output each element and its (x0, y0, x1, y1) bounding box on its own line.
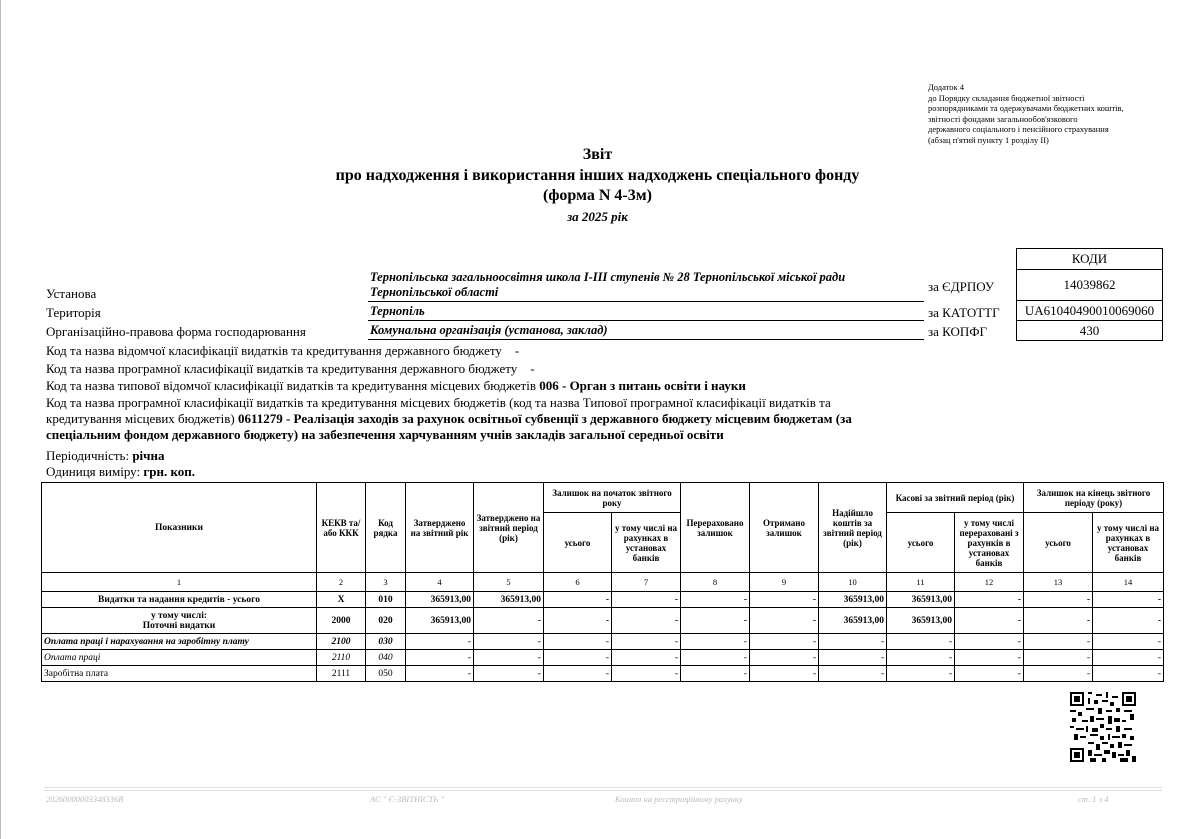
classification-value: 0611279 - Реалізація заходів за рахунок освітньої субвенції з державного бюджету місцевим бюджетам (за спеціальним фондом державного бюджету) на забезпечення харчуванням учнів закладів загальної середньої освіти (46, 411, 852, 442)
column-number: 11 (887, 573, 955, 592)
classification-label: Код та назва програмної класифікації видатків та кредитування державного бюджету (46, 361, 518, 376)
classification-value: - (514, 343, 520, 358)
classification-value: 006 - Орган з питань освіти і науки (539, 378, 746, 393)
row-value: - (474, 650, 544, 666)
row-value: 365913,00 (474, 592, 544, 608)
column-number: 8 (681, 573, 750, 592)
institution-underline (368, 301, 924, 302)
row-value: - (474, 608, 544, 634)
column-number: 7 (612, 573, 681, 592)
row-value: - (819, 666, 887, 682)
row-value: - (887, 650, 955, 666)
row-value: - (612, 634, 681, 650)
row-value: - (544, 666, 612, 682)
row-value: 365913,00 (887, 608, 955, 634)
row-kekv: X (317, 592, 366, 608)
column-number: 10 (819, 573, 887, 592)
row-value: 365913,00 (406, 608, 474, 634)
appendix-line: розпорядниками та одержувачами бюджетних коштів, (928, 103, 1124, 113)
row-value: - (474, 666, 544, 682)
row-value: - (612, 608, 681, 634)
column-number: 2 (317, 573, 366, 592)
row-value: - (955, 592, 1024, 608)
row-value: - (1093, 650, 1164, 666)
row-value: - (681, 666, 750, 682)
footer-page: ст. 1 з 4 (1078, 794, 1109, 804)
row-name: Оплата праці (42, 650, 317, 666)
institution-label: Установа (46, 286, 97, 301)
row-value: - (1024, 608, 1093, 634)
column-numbers-row (42, 573, 1164, 592)
row-kekv: 2111 (317, 666, 366, 682)
row-value: - (1024, 592, 1093, 608)
row-value: - (750, 650, 819, 666)
unit-label: Одиниця виміру: (46, 464, 141, 479)
row-value: - (406, 650, 474, 666)
report-title: Звіт (582, 146, 613, 163)
row-value: 365913,00 (819, 592, 887, 608)
header-cash-transferred: у тому числі перераховані з рахунків в установах банків (955, 513, 1024, 573)
codes-table (1016, 248, 1163, 341)
row-code: 050 (366, 666, 406, 682)
column-number: 9 (750, 573, 819, 592)
katottg-code: UA61040490010069060 (1017, 301, 1163, 321)
classification-line-1 (46, 343, 519, 359)
unit (46, 464, 195, 480)
appendix-line: (абзац п'ятий пункту 1 розділу II) (928, 134, 1049, 145)
header-row-code: Код рядка (366, 483, 406, 573)
row-value: - (681, 650, 750, 666)
row-code: 040 (366, 650, 406, 666)
row-code: 030 (366, 634, 406, 650)
row-value: - (887, 634, 955, 650)
header-income: Надійшло коштів за звітний період (рік) (819, 483, 887, 573)
row-name: Заробітна плата (42, 666, 317, 682)
table-row (42, 608, 1164, 634)
territory-value: Тернопіль (370, 304, 425, 318)
header-balance-start-banks: у тому числі на рахунках в установах банків (612, 513, 681, 573)
classification-label: Код та назва типової відомчої класифікації видатків та кредитування місцевих бюджетів (46, 378, 536, 393)
classification-line-3 (46, 378, 746, 394)
header-balance-start: Залишок на початок звітного року (544, 483, 681, 513)
header-indicators: Показники (42, 483, 317, 573)
classification-label: Код та назва програмної класифікації видатків та кредитування місцевих бюджетів (код та назва Типової програмної класифікації видатків та кредитування місцевих бюджетів) (46, 395, 831, 426)
edrpou-label: за ЄДРПОУ (928, 279, 995, 294)
row-value: - (750, 634, 819, 650)
classification-line-4 (46, 395, 876, 443)
row-name: Видатки та надання кредитів - усього (42, 592, 317, 608)
row-value: - (681, 608, 750, 634)
ownership-form-label: Організаційно-правова форма господарювання (46, 324, 306, 339)
row-value: - (612, 650, 681, 666)
header-transferred: Перераховано залишок (681, 483, 750, 573)
territory-label: Територія (46, 305, 101, 320)
row-value: - (819, 650, 887, 666)
row-value: - (681, 634, 750, 650)
header-approved-period: Затверджено на звітний період (рік) (474, 483, 544, 573)
classification-value: - (530, 361, 535, 376)
appendix-note (928, 82, 1178, 145)
row-value: - (406, 634, 474, 650)
appendix-line: державного соціального і пенсійного страхування (928, 124, 1109, 134)
table-row (42, 650, 1164, 666)
codes-header: КОДИ (1017, 249, 1163, 270)
row-value: - (612, 666, 681, 682)
row-value: - (544, 592, 612, 608)
row-value: - (1093, 666, 1164, 682)
katottg-label: за КАТОТТГ (928, 305, 1000, 320)
row-value: - (544, 608, 612, 634)
header-approved-year: Затверджено на звітний рік (406, 483, 474, 573)
row-code: 020 (366, 608, 406, 634)
kopfg-label: за КОПФГ (928, 324, 988, 339)
row-value: - (474, 634, 544, 650)
row-name (42, 608, 317, 634)
appendix-line: до Порядку складання бюджетної звітності (928, 92, 1085, 103)
column-number: 4 (406, 573, 474, 592)
header-cash: Касові за звітний період (рік) (887, 483, 1024, 513)
kopfg-code: 430 (1017, 321, 1163, 341)
header-balance-end-banks: у тому числі на рахунках в установах банків (1093, 513, 1164, 573)
header-cash-total: усього (887, 513, 955, 573)
page-left-border (0, 0, 1, 839)
ownership-form-value: Комунальна організація (установа, заклад) (370, 323, 608, 337)
classification-line-2 (46, 361, 535, 377)
edrpou-code: 14039862 (1017, 270, 1163, 301)
column-number: 1 (42, 573, 317, 592)
row-value: - (544, 634, 612, 650)
column-number: 6 (544, 573, 612, 592)
column-number: 14 (1093, 573, 1164, 592)
periodicity-value: річна (132, 448, 165, 463)
appendix-line: звітності фондами загальнообов'язкового (928, 113, 1078, 124)
row-value: - (819, 634, 887, 650)
appendix-line: Додаток 4 (928, 82, 965, 92)
header-kekv: КЕКВ та/або ККК (317, 483, 366, 573)
row-kekv: 2110 (317, 650, 366, 666)
row-kekv: 2100 (317, 634, 366, 650)
row-name: Оплата праці і нарахування на заробітну плату (42, 634, 317, 650)
report-subtitle: про надходження і використання інших надходжень спеціального фонду (335, 167, 860, 184)
table-row (42, 666, 1164, 682)
unit-value: грн. коп. (143, 464, 196, 479)
row-value: - (750, 666, 819, 682)
row-value: - (612, 592, 681, 608)
row-value: - (544, 650, 612, 666)
row-value: 365913,00 (406, 592, 474, 608)
qr-code-icon (1070, 692, 1136, 762)
row-value: - (1024, 666, 1093, 682)
row-value: - (750, 592, 819, 608)
row-value: - (1093, 592, 1164, 608)
row-value: - (750, 608, 819, 634)
row-code: 010 (366, 592, 406, 608)
header-received: Отримано залишок (750, 483, 819, 573)
table-row (42, 634, 1164, 650)
row-value: - (887, 666, 955, 682)
column-number: 3 (366, 573, 406, 592)
report-form-number: (форма N 4-3м) (543, 187, 652, 204)
header-balance-end: Залишок на кінець звітного періоду (року) (1024, 483, 1164, 513)
row-value: - (955, 650, 1024, 666)
footer-system: АС " Є-ЗВІТНІСТЬ " (370, 794, 445, 804)
row-value: - (681, 592, 750, 608)
ownership-form-underline (368, 339, 924, 340)
header-balance-end-total: усього (1024, 513, 1093, 573)
row-value: - (1093, 608, 1164, 634)
institution-name: Тернопільська загальноосвітня школа І-ІІІ ступенів № 28 Тернопільської міської ради Тернопільської області (370, 270, 846, 299)
territory-underline (368, 320, 924, 321)
row-value: 365913,00 (819, 608, 887, 634)
row-value: 365913,00 (887, 592, 955, 608)
report-table (41, 482, 1164, 682)
row-value: - (955, 634, 1024, 650)
column-number: 5 (474, 573, 544, 592)
report-period: за 2025 рік (567, 209, 628, 224)
row-kekv: 2000 (317, 608, 366, 634)
row-value: - (1024, 634, 1093, 650)
footer-divider (44, 787, 1162, 791)
periodicity-label: Періодичність: (46, 448, 130, 463)
classification-label: Код та назва відомчої класифікації видатків та кредитування державного бюджету (46, 343, 502, 358)
footer-doc-id: 20260000003348336В (46, 794, 124, 804)
row-name-prefix: у тому числі: (150, 610, 207, 621)
row-value: - (1024, 650, 1093, 666)
row-name-text: Поточні видатки (142, 620, 216, 631)
periodicity (46, 448, 165, 464)
column-number: 12 (955, 573, 1024, 592)
footer-note: Кошти на реєстраційному рахунку (615, 794, 743, 804)
row-value: - (955, 608, 1024, 634)
row-value: - (955, 666, 1024, 682)
header-balance-start-total: усього (544, 513, 612, 573)
table-row (42, 592, 1164, 608)
column-number: 13 (1024, 573, 1093, 592)
row-value: - (406, 666, 474, 682)
row-value: - (1093, 634, 1164, 650)
